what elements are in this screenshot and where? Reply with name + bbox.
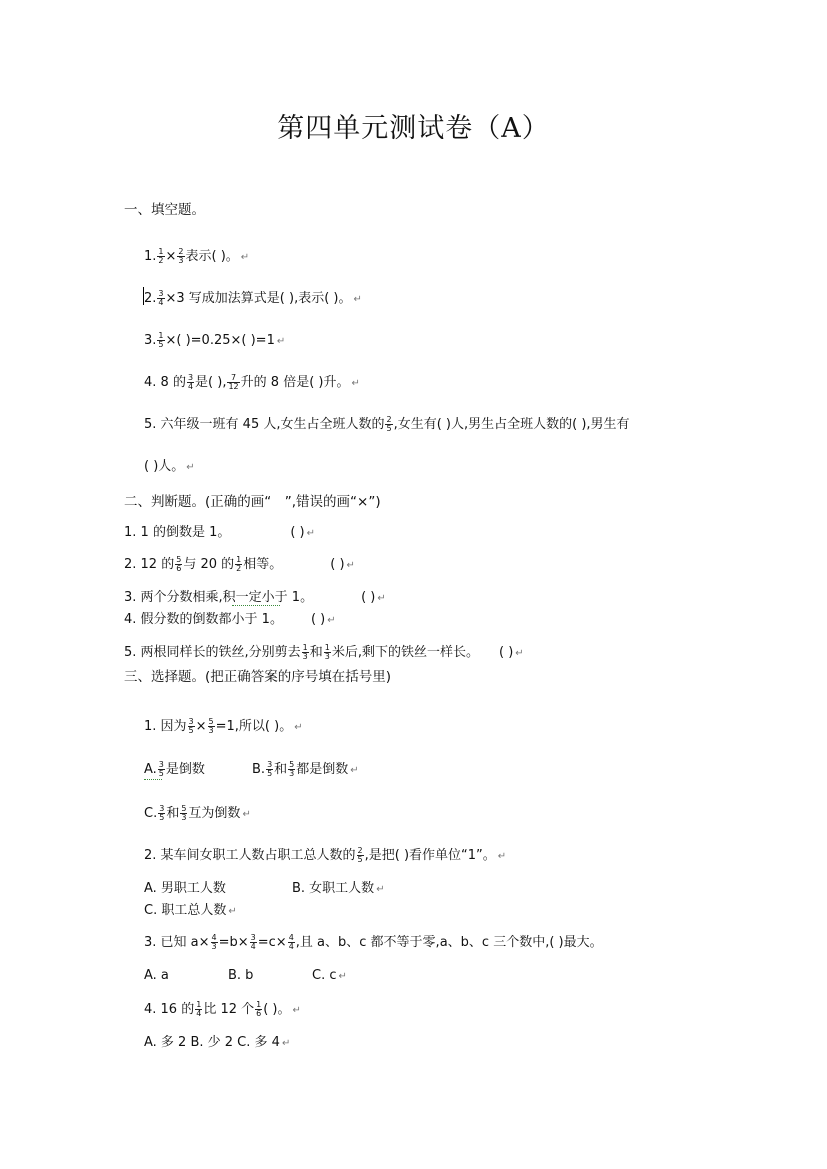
choice-question-3: 3. 已知 a× $\frac{4}{3}$ =b× $\frac{3}{4}$ =c× $\frac{4}{4}$ ,且 a、b、c 都不等于零,a、b、c 三个数中,( )最大。 (144, 933, 603, 951)
fraction: $\frac{3}{5}$ (158, 760, 164, 778)
fraction: $\frac{5}{3}$ (181, 804, 187, 822)
fraction: $\frac{3}{4}$ (187, 373, 194, 391)
fraction: $\frac{3}{4}$ (250, 933, 256, 951)
fraction: $\frac{1}{3}$ (302, 643, 308, 661)
choice-question-2: 2. 某车间女职工人数占职工总人数的 $\frac{2}{5}$ ,是把( )看作单位“1”。 ↵ (144, 846, 507, 864)
fraction: $\frac{7}{12}$ (228, 373, 239, 391)
grammar-underline (144, 776, 162, 780)
fraction: $\frac{5}{6}$ (176, 555, 182, 573)
judge-question-4: 4. 假分数的倒数都小于 1。 ( ) ↵ (124, 612, 336, 627)
fill-question-5: 5. 六年级一班有 45 人,女生占全班人数的 $\frac{2}{5}$ ,女生有( )人,男生占全班人数的( ),男生有 (144, 415, 630, 433)
judge-question-1: 1. 1 的倒数是 1。 ( ) ↵ (124, 525, 316, 540)
fill-question-4: 4. 8 的 $\frac{3}{4}$ 是( ), $\frac{7}{12}$ 升的 8 倍是( )升。 ↵ (144, 373, 360, 391)
choice-question-4: 4. 16 的 $\frac{1}{4}$ 比 12 个 $\frac{1}{6}$ ( )。 ↵ (144, 1000, 301, 1018)
choice-question-2-option-b: B. 女职工人数 ↵ (292, 881, 385, 896)
fraction: $\frac{1}{2}$ (236, 555, 242, 573)
section-judge-heading: 二、判断题。(正确的画“ ”,错误的画“×”) (124, 494, 381, 510)
fraction: $\frac{1}{6}$ (256, 1000, 262, 1018)
fraction: $\frac{1}{2}$ (158, 247, 164, 265)
choice-question-3-option-c: C. c ↵ (312, 968, 347, 983)
fraction: $\frac{2}{3}$ (178, 247, 184, 265)
choice-question-4-options: A. 多 2 B. 少 2 C. 多 4 ↵ (144, 1035, 291, 1050)
fraction: $\frac{1}{5}$ (158, 331, 164, 349)
fraction: $\frac{5}{3}$ (208, 717, 214, 735)
fraction: $\frac{1}{3}$ (324, 643, 330, 661)
fraction: $\frac{3}{5}$ (188, 717, 194, 735)
choice-question-1-option-c: C. $\frac{3}{5}$ 和 $\frac{5}{3}$ 互为倒数 ↵ (144, 804, 251, 822)
fraction: $\frac{3}{5}$ (267, 760, 273, 778)
choice-question-1-option-a: A. $\frac{3}{5}$ 是倒数 (144, 760, 205, 778)
answer-paren: ( ) (330, 557, 345, 572)
choice-question-3-option-a: A. a (144, 968, 169, 983)
section-fill-heading: 一、填空题。 (124, 202, 205, 218)
grammar-underline (232, 602, 280, 606)
judge-question-5: 5. 两根同样长的铁丝,分别剪去 $\frac{1}{3}$ 和 $\frac{1}{3}$ 米后,剩下的铁丝一样长。 ( ) ↵ (124, 643, 524, 661)
fraction: $\frac{2}{5}$ (386, 415, 392, 433)
choice-question-1: 1. 因为 $\frac{3}{5}$ × $\frac{5}{3}$ =1,所以( )。 ↵ (144, 717, 303, 735)
fill-question-5-line-2: ( )人。 ↵ (144, 459, 195, 474)
fraction: $\frac{4}{4}$ (288, 933, 294, 951)
choice-question-1-option-b: B. $\frac{3}{5}$ 和 $\frac{5}{3}$ 都是倒数 ↵ (252, 760, 359, 778)
section-choice-heading: 三、选择题。(把正确答案的序号填在括号里) (124, 669, 392, 685)
fraction: $\frac{4}{3}$ (211, 933, 217, 951)
choice-question-2-option-a: A. 男职工人数 (144, 881, 226, 896)
answer-paren: ( ) (310, 612, 326, 627)
choice-question-3-option-b: B. b (228, 968, 254, 983)
choice-question-2-option-c: C. 职工总人数 ↵ (144, 903, 237, 918)
answer-paren: ( ) (499, 645, 514, 660)
page-title: 第四单元测试卷（A） (277, 113, 550, 144)
fill-question-3: 3. $\frac{1}{5}$ ×( )=0.25×( )=1 ↵ (144, 331, 286, 349)
answer-paren: ( ) (290, 525, 305, 540)
fraction: $\frac{2}{5}$ (357, 846, 363, 864)
answer-paren: ( ) (361, 590, 376, 605)
fraction: $\frac{5}{3}$ (289, 760, 295, 778)
fraction: $\frac{3}{5}$ (159, 804, 165, 822)
judge-question-3: 3. 两个分数相乘,积一定小于 1。 ( ) ↵ (124, 590, 386, 605)
fill-question-1: 1. $\frac{1}{2}$ × $\frac{2}{3}$ 表示( )。 ↵ (144, 247, 250, 265)
fraction: $\frac{3}{4}$ (158, 289, 164, 307)
judge-question-2: 2. 12 的 $\frac{5}{6}$ 与 20 的 $\frac{1}{2}$ 相等。 ( ) ↵ (124, 555, 355, 573)
fill-question-2: 2. $\frac{3}{4}$ ×3 写成加法算式是( ),表示( )。 ↵ (144, 289, 362, 307)
fraction: $\frac{1}{4}$ (196, 1000, 202, 1018)
